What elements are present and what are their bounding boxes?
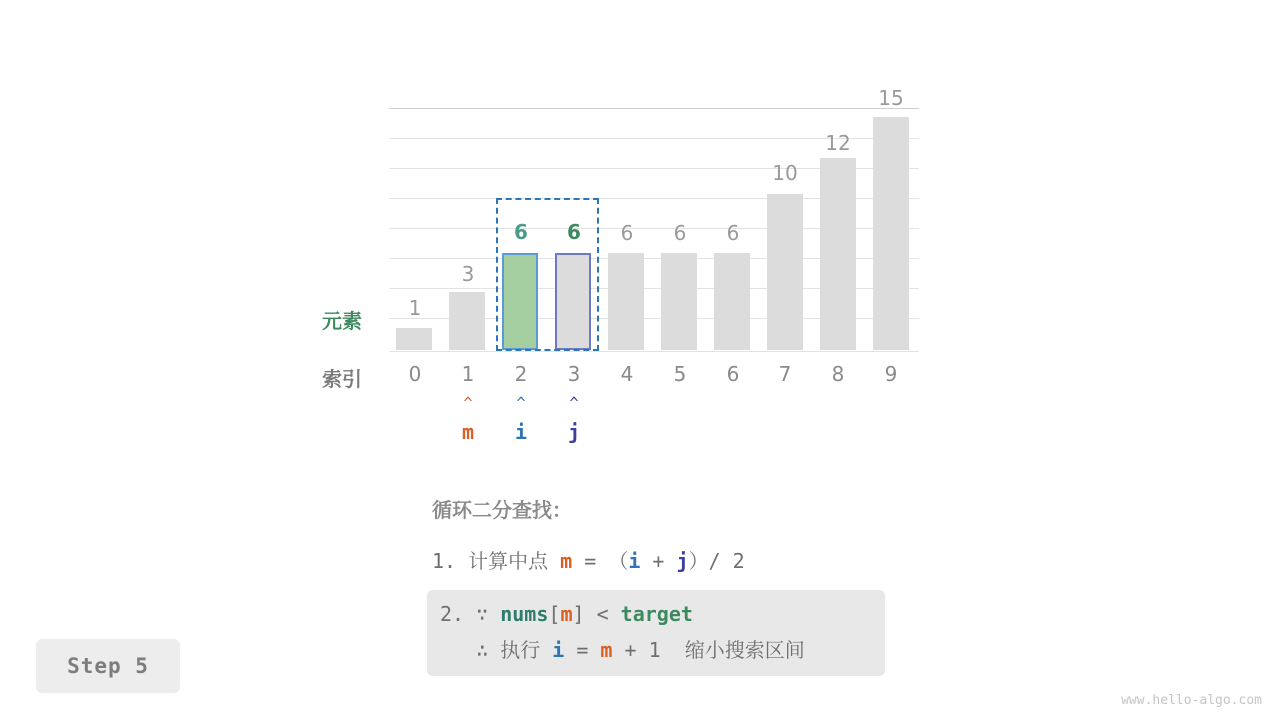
step2-nums: nums: [500, 602, 549, 626]
bar-value-2: 6: [514, 220, 528, 244]
step1-suffix: ）/ 2: [688, 549, 745, 573]
index-label-1: 1: [461, 362, 475, 386]
bar-value-9: 15: [878, 86, 904, 110]
bar-group: [389, 60, 919, 350]
pointer-caret-m: ^: [463, 394, 473, 412]
step2-target: target: [620, 602, 693, 626]
step1-plus: +: [640, 549, 677, 573]
step1-var-i: i: [628, 549, 641, 573]
bar-0: [396, 328, 432, 350]
index-label-4: 4: [620, 362, 634, 386]
step1-var-m: m: [560, 549, 573, 573]
step1-prefix: 1. 计算中点: [432, 549, 561, 573]
index-label-0: 0: [408, 362, 422, 386]
index-label-9: 9: [884, 362, 898, 386]
index-labels: [389, 362, 919, 390]
bar-value-8: 12: [825, 131, 851, 155]
bar-value-7: 10: [772, 161, 798, 185]
step2-bracket-close: ]: [572, 602, 585, 626]
explanation-block: [432, 494, 952, 584]
step2-var-m2: m: [600, 638, 613, 662]
watermark: www.hello-algo.com: [1121, 693, 1262, 708]
bar-value-3: 6: [567, 220, 581, 244]
step-2-line-1: [440, 602, 880, 626]
step-2-text: [440, 602, 880, 671]
pointer-label-j: j: [567, 420, 581, 444]
index-label-8: 8: [831, 362, 845, 386]
step1-var-j: j: [676, 549, 689, 573]
step2-bracket-open: [: [548, 602, 561, 626]
bar-value-0: 1: [408, 296, 422, 320]
bar-5: [661, 253, 697, 350]
bar-7: [767, 194, 803, 350]
gridline: [389, 351, 919, 352]
index-row-label: 索引: [322, 367, 362, 391]
index-label-3: 3: [567, 362, 581, 386]
pointer-m: [438, 396, 498, 444]
index-label-2: 2: [514, 362, 528, 386]
step2-var-i: i: [552, 638, 565, 662]
bar-9: [873, 117, 909, 350]
pointer-i: [491, 396, 551, 444]
bar-8: [820, 158, 856, 350]
bar-value-1: 3: [461, 262, 475, 286]
bar-4: [608, 253, 644, 350]
bar-value-4: 6: [620, 221, 634, 245]
pointer-caret-j: ^: [569, 394, 579, 412]
pointer-label-m: m: [461, 420, 475, 444]
bar-6: [714, 253, 750, 350]
index-label-5: 5: [673, 362, 687, 386]
step2-prefix: 2. ∵: [440, 602, 501, 626]
pointer-label-i: i: [514, 420, 528, 444]
pointer-j: [544, 396, 604, 444]
bar-value-6: 6: [726, 221, 740, 245]
step2-lt: <: [584, 602, 621, 626]
bar-value-5: 6: [673, 221, 687, 245]
step2-line2-prefix: ∴ 执行: [440, 638, 553, 662]
index-label-6: 6: [726, 362, 740, 386]
explanation-caption: 循环二分查找：: [432, 498, 572, 522]
pointer-caret-i: ^: [516, 394, 526, 412]
step-badge: Step 5: [36, 639, 180, 693]
bar-1: [449, 292, 485, 350]
index-label-7: 7: [778, 362, 792, 386]
step2-tail: + 1 缩小搜索区间: [612, 638, 805, 662]
step2-eq: =: [564, 638, 601, 662]
step-1-line: [432, 545, 952, 574]
elements-row-label: 元素: [322, 309, 362, 333]
step1-eq: = （: [572, 549, 629, 573]
step2-var-m: m: [560, 602, 573, 626]
step-2-line-2: [440, 634, 880, 663]
